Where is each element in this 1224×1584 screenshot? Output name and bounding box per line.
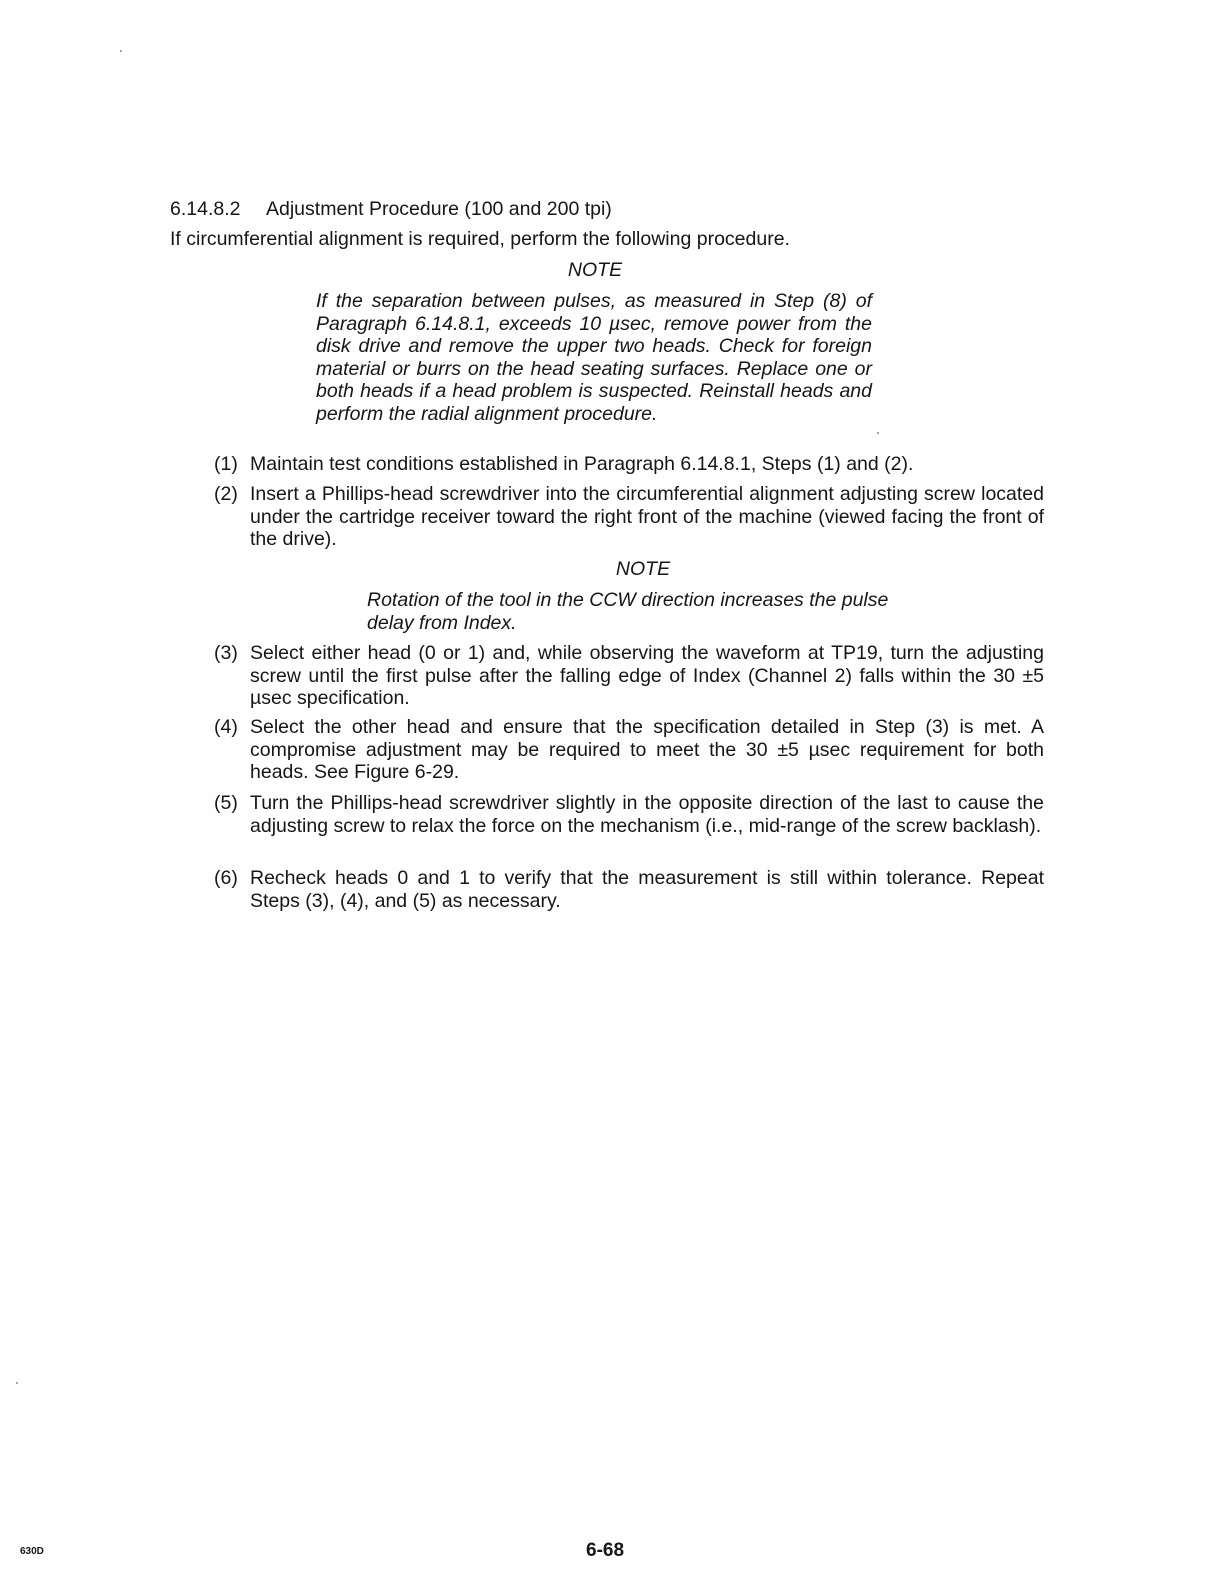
- procedure-step: [214, 792, 1044, 837]
- step-text: Select the other head and ensure that the specification detailed in Step (3) is met. A compromise adjustment may be required to meet the 30 ±5 µsec requirement for both heads. See Figure 6-29.: [250, 716, 1044, 783]
- page-number: 6-68: [586, 1540, 625, 1561]
- section-title: Adjustment Procedure (100 and 200 tpi): [266, 198, 612, 220]
- step-text: Turn the Phillips-head screwdriver slightly in the opposite direction of the last to cause the adjusting screw to relax the force on the mechanism (i.e., mid-range of the screw backlash).: [250, 792, 1044, 837]
- step-text: Maintain test conditions established in Paragraph 6.14.8.1, Steps (1) and (2).: [250, 453, 914, 475]
- intro-paragraph: If circumferential alignment is required, perform the following procedure.: [170, 228, 790, 250]
- note-body: Rotation of the tool in the CCW direction increases the pulse delay from Index.: [367, 589, 889, 634]
- step-number: (4): [214, 716, 238, 738]
- note-title: NOTE: [615, 558, 671, 580]
- scan-speck: [877, 432, 879, 434]
- procedure-step: [214, 642, 1044, 710]
- document-id: 630D: [20, 1546, 44, 1557]
- section-number: 6.14.8.2: [170, 198, 241, 220]
- step-number: (5): [214, 792, 238, 814]
- procedure-step: [214, 716, 1044, 784]
- step-text: Select either head (0 or 1) and, while observing the waveform at TP19, turn the adjusting screw until the first pulse after the falling edge of Index (Channel 2) falls within the 30 ±5 µsec specification.: [250, 642, 1044, 709]
- procedure-step: [214, 453, 1044, 476]
- step-text: Recheck heads 0 and 1 to verify that the measurement is still within tolerance. Repeat Steps (3), (4), and (5) as necessary.: [250, 867, 1044, 912]
- step-text: Insert a Phillips-head screwdriver into the circumferential alignment adjusting screw located under the cartridge receiver toward the right front of the machine (viewed facing the front of the drive).: [250, 483, 1044, 550]
- scan-speck: [16, 1382, 18, 1384]
- section-heading: [170, 198, 612, 221]
- note-body: If the separation between pulses, as measured in Step (8) of Paragraph 6.14.8.1, exceeds 10 µsec, remove power from the disk drive and remove the upper two heads. Check for foreign material or burrs on the head seating surfaces. Replace one or both heads if a head problem is suspected. Reinstall heads and perform the radial alignment procedure.: [316, 290, 872, 425]
- scan-speck: [120, 50, 122, 52]
- procedure-step: [214, 867, 1044, 912]
- procedure-step: [214, 483, 1044, 551]
- step-number: (1): [214, 453, 238, 475]
- step-number: (3): [214, 642, 238, 664]
- step-number: (2): [214, 483, 238, 505]
- note-title: NOTE: [567, 259, 623, 281]
- step-number: (6): [214, 867, 238, 889]
